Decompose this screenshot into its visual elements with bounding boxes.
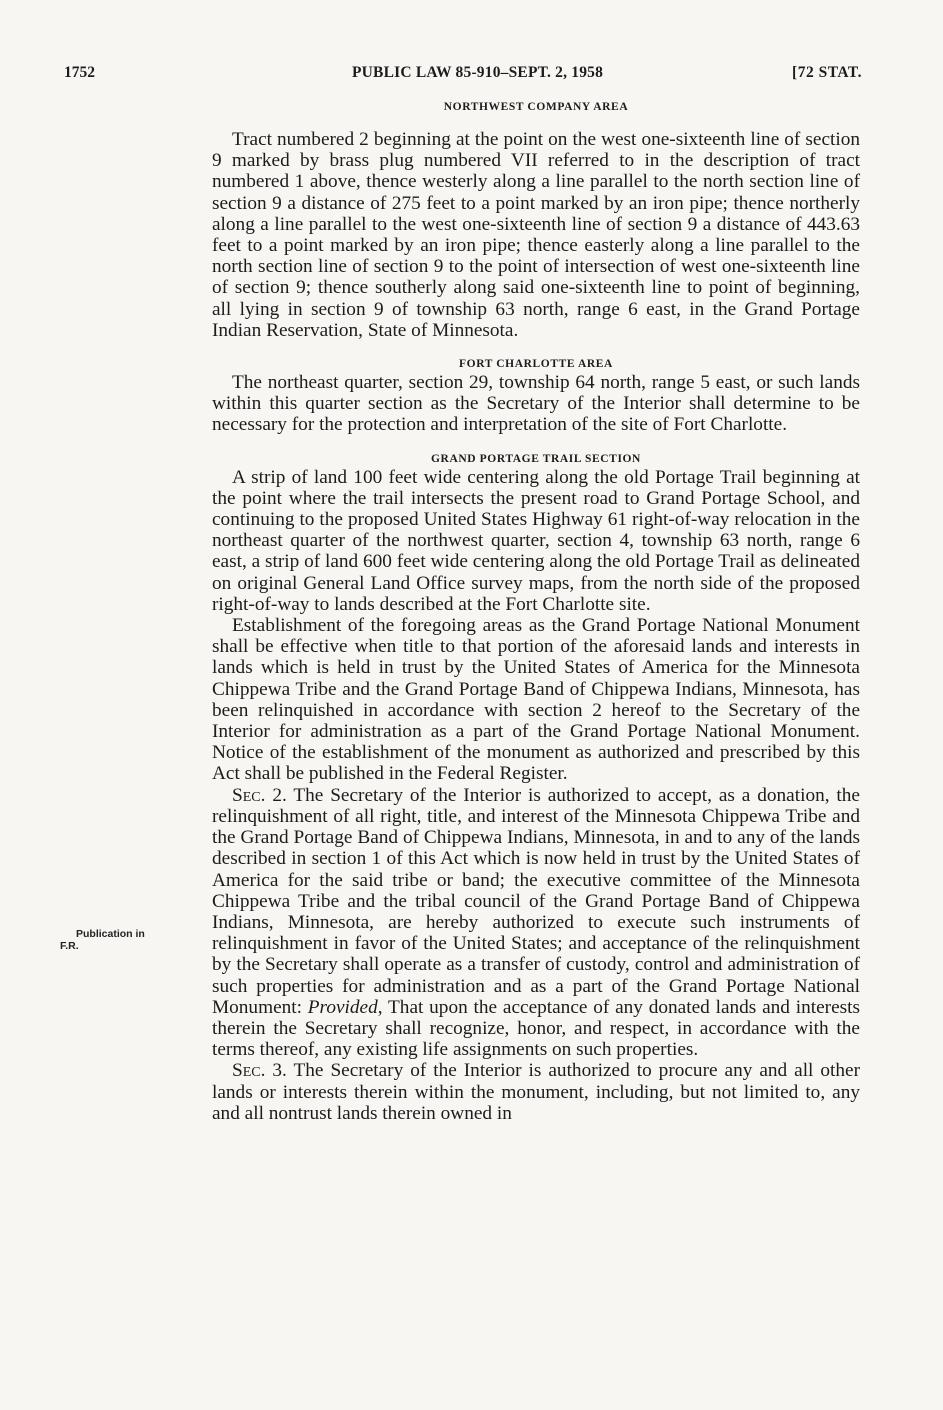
section-2-text-end: , That upon the acceptance of any donated lands and interests therein the Secretary shall recognize, honor, and respect, in accordance with the terms thereof, any existing life assignments on such properties.: [212, 996, 860, 1061]
section-3-label: Sec. 3.: [232, 1060, 287, 1082]
page-header: [64, 64, 864, 86]
margin-note: [60, 928, 200, 952]
paragraph-section-2: [212, 785, 860, 1061]
paragraph-establishment: Establishment of the foregoing areas as the Grand Portage National Monument shall be effective when title to that portion of the aforesaid lands and interests in lands which is held in trust by the United States of America for the Minnesota Chippewa Tribe and the Grand Portage Band of Chippewa Indians, Minnesota, has been relinquished in accordance with section 2 hereof to the Secretary of the Interior for administration as a part of the Grand Portage National Monument. Notice of the establishment of the monument as authorized and prescribed by this Act shall be published in the Federal Register.: [212, 615, 860, 785]
paragraph-section-3: [212, 1060, 860, 1124]
paragraph-trail: A strip of land 100 feet wide centering along the old Portage Trail beginning at the point where the trail intersects the present road to Grand Portage School, and continuing to the proposed United States Highway 61 right-of-way relocation in the northeast quarter of the northwest quarter, section 4, township 63 north, range 6 east, a strip of land 600 feet wide centering along the old Portage Trail as delineated on original General Land Office survey maps, from the north side of the proposed right-of-way to lands described at the Fort Charlotte site.: [212, 466, 860, 615]
volume-reference: [72 STAT.: [792, 64, 862, 81]
running-title: PUBLIC LAW 85-910–SEPT. 2, 1958: [352, 64, 604, 81]
section-3-text: The Secretary of the Interior is authorized to procure any and all other lands or interests therein within the monument, including, but not limited to, any and all nontrust lands therein owned in: [212, 1060, 860, 1124]
page-number: 1752: [64, 64, 95, 81]
section-2-text: The Secretary of the Interior is authorized to accept, as a donation, the relinquishment of all right, title, and interest of the Minnesota Chippewa Tribe and the Grand Portage Band of Chippewa Indians, Minnesota, in and to any of the lands described in section 1 of this Act which is now held in trust by the United States of America for the said tribe or band; the executive committee of the Minnesota Chippewa Tribe and the tribal council of the Grand Portage Band of Chippewa Indians, Minnesota, are hereby authorized to execute such instruments of relinquishment in favor of the United States; and acceptance of the relinquishment by the Secretary shall operate as a transfer of custody, control and administration of such properties for administration and as a part of the Grand Portage National Monument:: [212, 784, 860, 1018]
section-2-label: Sec. 2.: [232, 784, 287, 806]
paragraph-northwest: Tract numbered 2 beginning at the point on the west one-sixteenth line of section 9 marked by brass plug numbered VII referred to in the description of tract numbered 1 above, thence westerly along a line parallel to the north section line of section 9 a distance of 275 feet to a point marked by an iron pipe; thence northerly along a line parallel to the west one-sixteenth line of section 9 a distance of 443.63 feet to a point marked by an iron pipe; thence easterly along a line parallel to the north section line of section 9 to the point of intersection of west one-sixteenth line of section 9; thence southerly along said one-sixteenth line to point of beginning, all lying in section 9 of township 63 north, range 6 east, in the Grand Portage Indian Reservation, State of Minnesota.: [212, 129, 860, 341]
margin-note-line-2: F.R.: [60, 940, 79, 952]
section-heading-northwest: NORTHWEST COMPANY AREA: [443, 101, 629, 113]
section-heading-trail: GRAND PORTAGE TRAIL SECTION: [431, 452, 641, 465]
proviso-word: Provided: [307, 996, 378, 1018]
section-heading-fort-charlotte: FORT CHARLOTTE AREA: [459, 358, 613, 371]
paragraph-fort-charlotte: The northeast quarter, section 29, township 64 north, range 5 east, or such lands within this quarter section as the Secretary of the Interior shall determine to be necessary for the protection and interpretation of the site of Fort Charlotte.: [212, 372, 860, 436]
margin-note-line-1: Publication in: [76, 928, 145, 940]
document-body: [212, 100, 860, 1124]
